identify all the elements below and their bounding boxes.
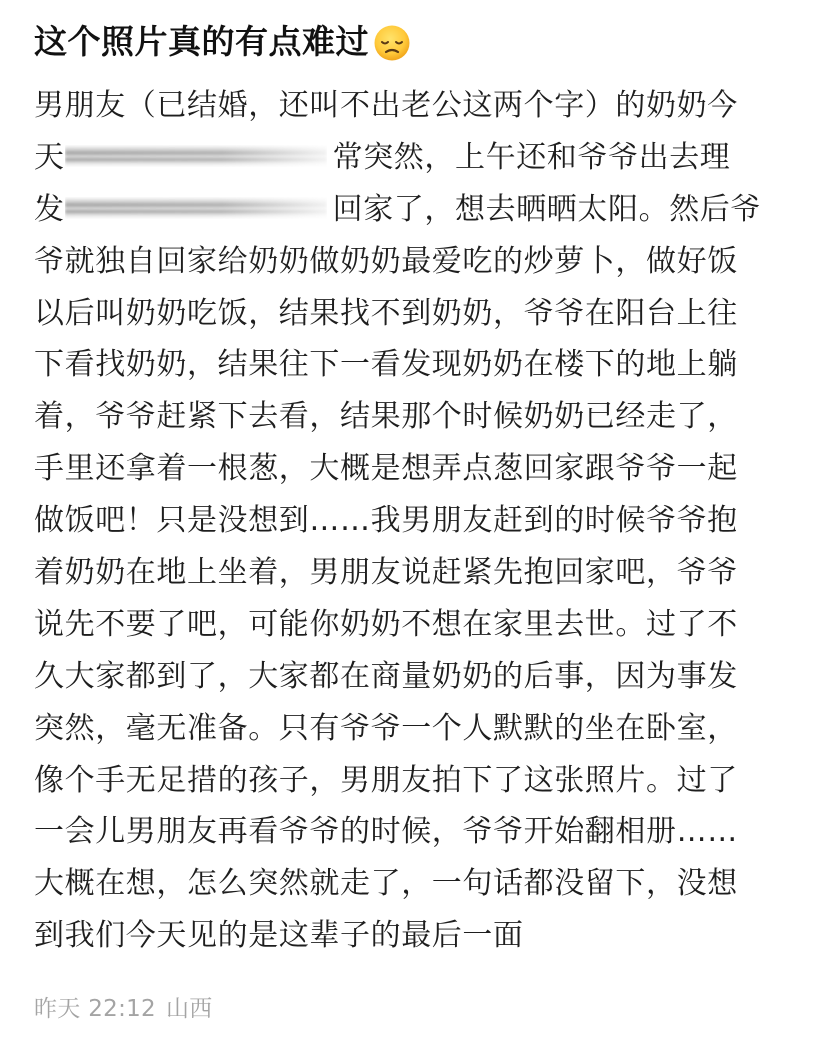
body-line: 像个手无足措的孩子，男朋友拍下了这张照片。过了 [34, 762, 738, 798]
post-title: 这个照片真的有点难过 [34, 22, 369, 61]
body-line: 男朋友（已结婚，还叫不出老公这两个字）的奶奶今 [34, 88, 738, 123]
redaction-blur [65, 197, 327, 219]
body-line: 做饭吧！只是没想到……我男朋友赶到的时候爷爷抱 [34, 503, 738, 539]
redacted-lead-char: 发 [34, 191, 65, 227]
body-line: 久大家都到了，大家都在商量奶奶的后事，因为事发 [34, 658, 738, 694]
body-line: 手里还拿着一根葱，大概是想弄点葱回家跟爷爷一起 [34, 451, 738, 487]
post-body [34, 80, 804, 962]
body-line: 大概在想，怎么突然就走了，一句话都没留下，没想 [34, 866, 738, 902]
post-timestamp: 昨天 22:12 [34, 996, 156, 1022]
redaction-blur [65, 145, 327, 167]
body-line: 以后叫奶奶吃饭，结果找不到奶奶，爷爷在阳台上往 [34, 295, 738, 331]
body-line-redacted [34, 132, 804, 184]
post-title-row [34, 14, 411, 70]
post-meta [34, 990, 213, 1023]
disappointed-face-icon [373, 24, 411, 62]
post-location[interactable]: 山西 [166, 996, 213, 1022]
body-line: 突然，毫无准备。只有爷爷一个人默默的坐在卧室， [34, 710, 738, 746]
body-line: 说先不要了吧，可能你奶奶不想在家里去世。过了不 [34, 606, 738, 642]
redacted-line-tail: 回家了，想去晒晒太阳。然后爷 [332, 191, 762, 227]
body-line: 爷就独自回家给奶奶做奶奶最爱吃的炒萝卜，做好饭 [34, 243, 738, 279]
redacted-lead-char: 天 [34, 139, 65, 175]
body-line: 下看找奶奶，结果往下一看发现奶奶在楼下的地上躺 [34, 347, 738, 383]
body-line: 一会儿男朋友再看爷爷的时候，爷爷开始翻相册…… [34, 814, 738, 850]
body-line: 着，爷爷赶紧下去看，结果那个时候奶奶已经走了， [34, 399, 738, 435]
body-line: 着奶奶在地上坐着，男朋友说赶紧先抱回家吧，爷爷 [34, 555, 738, 591]
body-line: 到我们今天见的是这辈子的最后一面 [34, 918, 524, 954]
redacted-line-tail: 常突然，上午还和爷爷出去理 [332, 139, 731, 175]
body-line-redacted [34, 184, 804, 236]
